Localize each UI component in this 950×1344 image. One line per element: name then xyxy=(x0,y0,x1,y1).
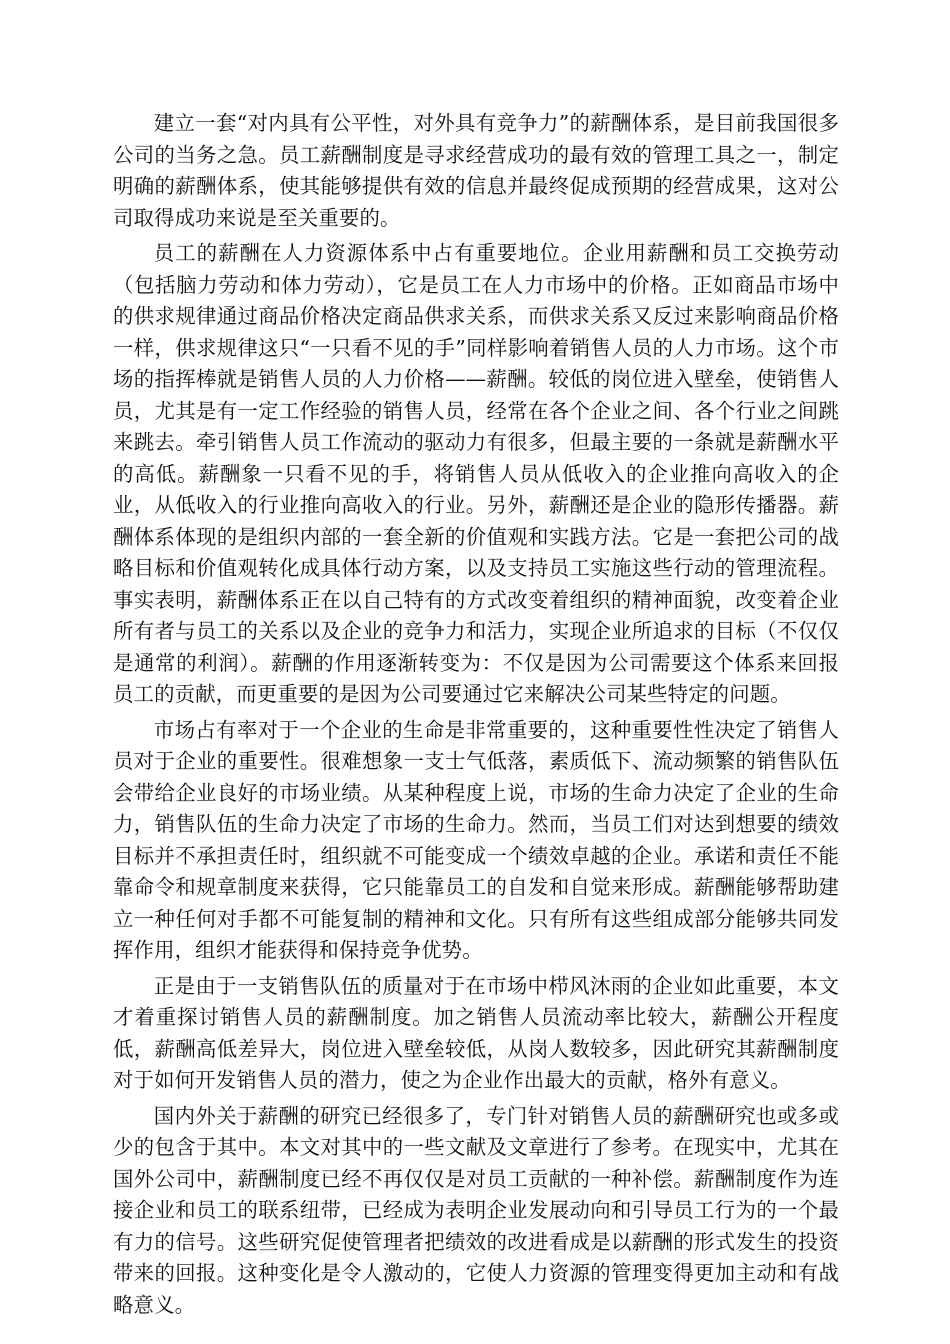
paragraph-3: 市场占有率对于一个企业的生命是非常重要的，这种重要性性决定了销售人员对于企业的重要性。很难想象一支士气低落，素质低下、流动频繁的销售队伍会带给企业良好的市场业绩。从某种程度上说，市场的生命力决定了企业的生命力，销售队伍的生命力决定了市场的生命力。然而，当员工们对达到想要的绩效目标并不承担责任时，组织就不可能变成一个绩效卓越的企业。承诺和责任不能靠命令和规章制度来获得，它只能靠员工的自发和自觉来形成。薪酬能够帮助建立一种任何对手都不可能复制的精神和文化。只有所有这些组成部分能够共同发挥作用，组织才能获得和保持竞争优势。 xyxy=(113,717,839,962)
paragraph-4: 正是由于一支销售队伍的质量对于在市场中栉风沐雨的企业如此重要，本文才着重探讨销售人员的薪酬制度。加之销售人员流动率比较大，薪酬公开程度低，薪酬高低差异大，岗位进入壁垒较低，从岗人数较多，因此研究其薪酬制度对于如何开发销售人员的潜力，使之为企业作出最大的贡献，格外有意义。 xyxy=(113,973,839,1092)
paragraph-5: 国内外关于薪酬的研究已经很多了，专门针对销售人员的薪酬研究也或多或少的包含于其中。本文对其中的一些文献及文章进行了参考。在现实中，尤其在国外公司中，薪酬制度已经不再仅仅是对员工贡献的一种补偿。薪酬制度作为连接企业和员工的联系纽带，已经成为表明企业发展动向和引导员工行为的一个最有力的信号。这些研究促使管理者把绩效的改进看成是以薪酬的形式发生的投资带来的回报。这种变化是令人激动的，它使人力资源的管理变得更加主动和有战略意义。 xyxy=(113,1103,839,1317)
paragraph-2: 员工的薪酬在人力资源体系中占有重要地位。企业用薪酬和员工交换劳动（包括脑力劳动和体力劳动），它是员工在人力市场中的价格。正如商品市场中的供求规律通过商品价格决定商品供求关系，而供求关系又反过来影响商品价格一样，供求规律这只“一只看不见的手”同样影响着销售人员的人力市场。这个市场的指挥棒就是销售人员的人力价格——薪酬。较低的岗位进入壁垒，使销售人员，尤其是有一定工作经验的销售人员，经常在各个企业之间、各个行业之间跳来跳去。牵引销售人员工作流动的驱动力有很多，但最主要的一条就是薪酬水平的高低。薪酬象一只看不见的手，将销售人员从低收入的企业推向高收入的企业，从低收入的行业推向高收入的行业。另外，薪酬还是企业的隐形传播器。薪酬体系体现的是组织内部的一套全新的价值观和实践方法。它是一套把公司的战略目标和价值观转化成具体行动方案，以及支持员工实施这些行动的管理流程。事实表明，薪酬体系正在以自己特有的方式改变着组织的精神面貌，改变着企业所有者与员工的关系以及企业的竞争力和活力，实现企业所追求的目标（不仅仅是通常的利润）。薪酬的作用逐渐转变为：不仅是因为公司需要这个体系来回报员工的贡献，而更重要的是因为公司要通过它来解决公司某些特定的问题。 xyxy=(113,241,839,706)
paragraph-1: 建立一套“对内具有公平性，对外具有竞争力”的薪酬体系，是目前我国很多公司的当务之急。员工薪酬制度是寻求经营成功的最有效的管理工具之一，制定明确的薪酬体系，使其能够提供有效的信息并最终促成预期的经营成果，这对公司取得成功来说是至关重要的。 xyxy=(113,111,839,230)
document-body xyxy=(113,108,839,1325)
